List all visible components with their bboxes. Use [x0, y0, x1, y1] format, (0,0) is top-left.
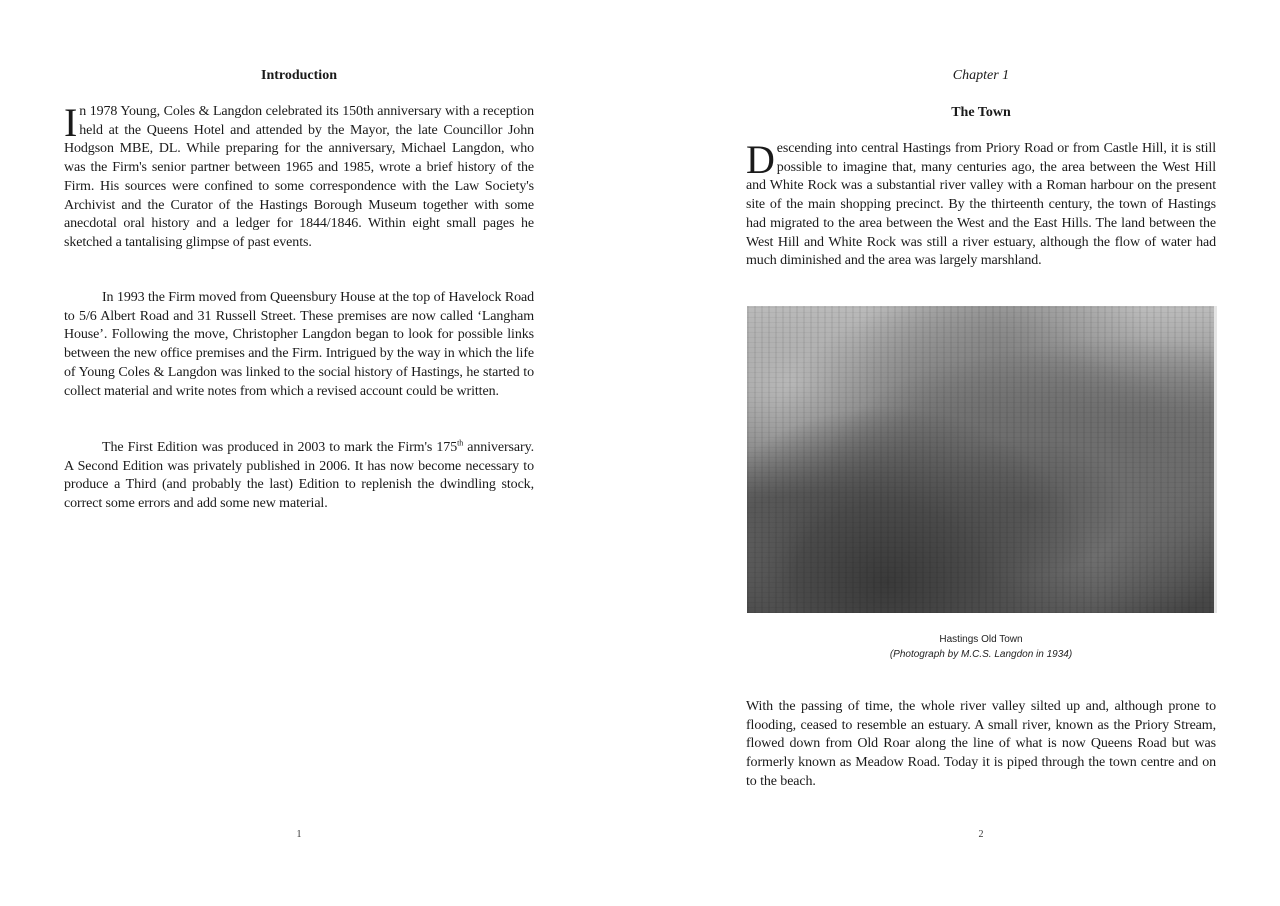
figure-caption	[746, 632, 1216, 662]
caption-title: Hastings Old Town	[939, 634, 1023, 645]
dropcap-letter: D	[746, 137, 775, 182]
paragraph-text: n 1978 Young, Coles & Langdon celebrated its 150th anniversary with a reception held at the Queens Hotel and attended by the Mayor, the late Councillor John Hodgson MBE, DL. While preparing for the anniversary, Michael Langdon, who was the Firm's senior partner between 1965 and 1985, wrote a brief history of the Firm. His sources were confined to some correspondence with the Law Society's Archivist and the Curator of the Hastings Borough Museum together with some anecdotal oral history and a ledger for 1844/1846. Within eight small pages he sketched a tantalising glimpse of past events.	[64, 104, 534, 250]
page-number: 1	[296, 829, 302, 840]
caption-credit: (Photograph by M.C.S. Langdon in 1934)	[889, 649, 1073, 660]
intro-paragraph-1	[64, 100, 534, 253]
paragraph-text: The First Edition was produced in 2003 to mark the Firm's 175	[102, 440, 458, 455]
superscript-ordinal: th	[457, 438, 464, 448]
paragraph-text: escending into central Hastings from Priory Road or from Castle Hill, it is still possible to imagine that, many centuries ago, the area between the West Hill and White Rock was a substantial river valley with a Roman harbour on the present site of the main shopping precinct. By the thirteenth century, the town of Hastings had migrated to the area between the West and the East Hills. The land between the West Hill and White Rock was still a river estuary, although the flow of water had much diminished and the area was largely marshland.	[746, 141, 1216, 269]
chapter-title: The Town	[951, 105, 1011, 120]
paragraph-text: anniversary. A Second Edition was privately published in 2006. It has now become necessary to produce a Third (and probably the last) Edition to replenish the dwindling stock, correct some errors and add some new material.	[64, 440, 534, 512]
left-page	[64, 0, 534, 906]
dropcap-letter: I	[64, 100, 78, 145]
hastings-old-town-photo	[747, 306, 1217, 613]
town-paragraph-2: With the passing of time, the whole river valley silted up and, although prone to flooding, ceased to resemble an estuary. A small river, known as the Priory Stream, flowed down from Old Roar along the line of what is now Queens Road but was formerly known as Meadow Road. Today it is piped through the town centre and on to the beach.	[746, 699, 1216, 789]
chapter-label: Chapter 1	[952, 68, 1010, 83]
town-paragraph-1	[746, 137, 1216, 271]
right-page	[746, 0, 1216, 906]
photo-texture	[747, 306, 1214, 613]
introduction-heading: Introduction	[261, 68, 337, 83]
intro-paragraph-3	[64, 439, 534, 514]
intro-paragraph-2: In 1993 the Firm moved from Queensbury House at the top of Havelock Road to 5/6 Albert Road and 31 Russell Street. These premises are now called ‘Langham House’. Following the move, Christopher Langdon began to look for possible links between the new office premises and the Firm. Intrigued by the way in which the life of Young Coles & Langdon was linked to the social history of Hastings, he started to collect material and write notes from which a revised account could be written.	[64, 290, 534, 399]
page-number: 2	[978, 829, 984, 840]
